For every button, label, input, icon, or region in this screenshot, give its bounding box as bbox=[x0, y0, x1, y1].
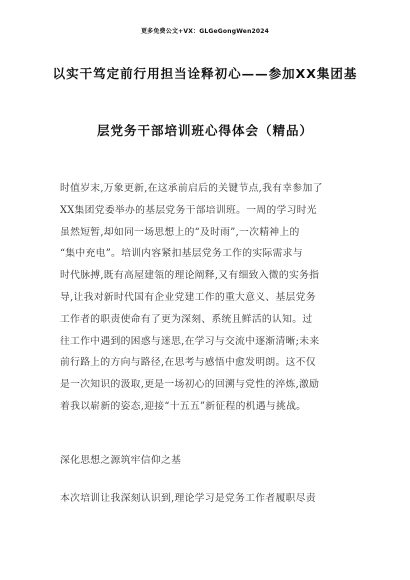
section-subheading: 深化思想之源筑牢信仰之基 bbox=[60, 455, 182, 466]
paragraph-line: 是一次知识的汲取,更是一场初心的回溯与党性的淬炼,激励 bbox=[60, 379, 320, 391]
body-paragraph-2 bbox=[60, 488, 352, 510]
document-title-line-1: 以实干笃定前行用担当诠释初心——参加XX集团基 bbox=[52, 66, 358, 81]
paragraph-line: 导,让我对新时代国有企业党建工作的重大意义、基层党务 bbox=[60, 291, 316, 303]
paragraph-line: XX集团党委举办的基层党务干部培训班。一周的学习时光 bbox=[60, 204, 317, 216]
paragraph-line: “集中充电”。培训内容紧扣基层党务工作的实际需求与 bbox=[60, 248, 303, 260]
paragraph-line: 往工作中遇到的困惑与迷思,在学习与交流中逐渐清晰;未来 bbox=[60, 335, 320, 347]
header-note: 更多免费公文+VX：GLGeGongWen2024 bbox=[140, 28, 270, 35]
body-paragraph-1 bbox=[60, 178, 352, 418]
paragraph-line: 着我以崭新的姿态,迎接“十五五”新征程的机遇与挑战。 bbox=[60, 400, 307, 412]
document-title-line-2: 层党务干部培训班心得体会（精品） bbox=[96, 123, 313, 138]
paragraph-line: 时值岁末,万象更新,在这承前启后的关键节点,我有幸参加了 bbox=[60, 183, 323, 194]
paragraph-line: 前行路上的方向与路径,在思考与感悟中愈发明朗。这不仅 bbox=[60, 357, 316, 369]
paragraph-line: 工作者的职责使命有了更为深刻、系统且鲜活的认知。过 bbox=[60, 313, 313, 325]
paragraph-line: 本次培训让我深刻认识到,理论学习是党务工作者履职尽责 bbox=[60, 493, 316, 504]
paragraph-line: 时代脉搏,既有高屋建瓴的理论阐释,又有细致入微的实务指 bbox=[60, 270, 320, 282]
paragraph-line: 虽然短暂,却如同一场思想上的“及时雨”,一次精神上的 bbox=[60, 226, 300, 238]
